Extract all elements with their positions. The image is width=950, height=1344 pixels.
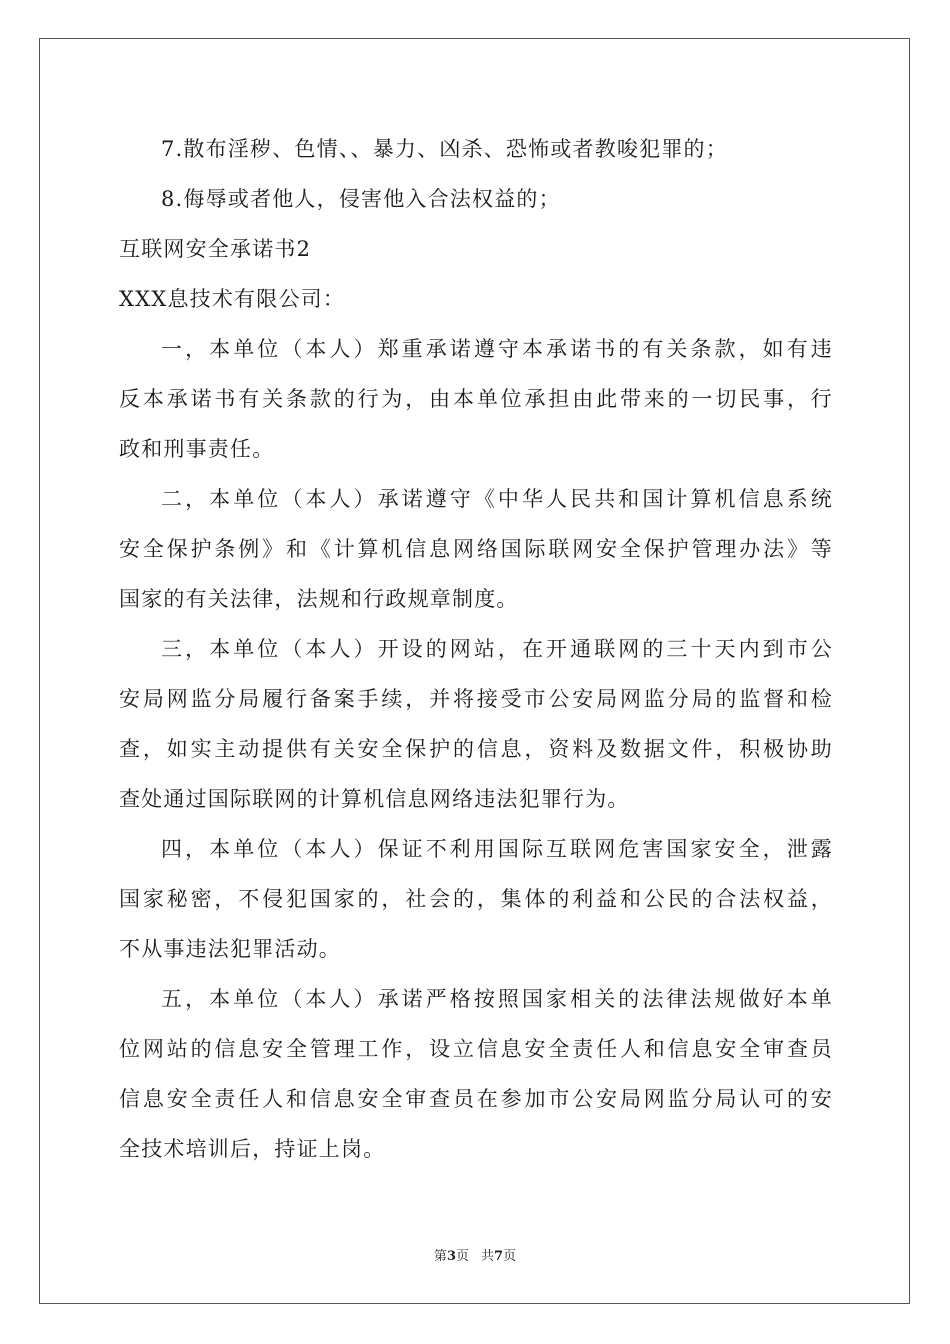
paragraph-1-line-1: 一，本单位（本人）郑重承诺遵守本承诺书的有关条款，如有违 <box>161 337 833 361</box>
paragraph-3-line-4: 查处通过国际联网的计算机信息网络违法犯罪行为。 <box>119 787 630 811</box>
page-current: 3 <box>446 1249 456 1264</box>
list-item-8: 8.侮辱或者他人，侵害他入合法权益的； <box>161 187 561 211</box>
page-footer <box>0 1248 950 1266</box>
paragraph-5-line-1: 五，本单位（本人）承诺严格按照国家相关的法律法规做好本单 <box>161 987 833 1011</box>
paragraph-5-line-2: 位网站的信息安全管理工作，设立信息安全责任人和信息安全审查员 <box>119 1037 833 1061</box>
page-total: 7 <box>494 1249 504 1264</box>
total-suffix: 页 <box>503 1249 517 1264</box>
paragraph-2-line-3: 国家的有关法律，法规和行政规章制度。 <box>119 587 519 611</box>
paragraph-2-line-1: 二，本单位（本人）承诺遵守《中华人民共和国计算机信息系统 <box>161 487 833 511</box>
paragraph-3-line-3: 查，如实主动提供有关安全保护的信息，资料及数据文件，积极协助 <box>119 737 833 761</box>
paragraph-4-line-2: 国家秘密，不侵犯国家的，社会的，集体的利益和公民的合法权益， <box>119 887 833 911</box>
paragraph-1-line-3: 政和刑事责任。 <box>119 437 275 461</box>
total-prefix: 共 <box>481 1249 495 1264</box>
paragraph-4-line-3: 不从事违法犯罪活动。 <box>119 937 341 961</box>
paragraph-1-line-2: 反本承诺书有关条款的行为，由本单位承担由此带来的一切民事，行 <box>119 387 833 411</box>
paragraph-2-line-2: 安全保护条例》和《计算机信息网络国际联网安全保护管理办法》等 <box>119 537 833 561</box>
document-body <box>119 124 833 1174</box>
addressee: XXX息技术有限公司： <box>119 287 346 311</box>
section-title: 互联网安全承诺书2 <box>119 237 312 261</box>
paragraph-3-line-1: 三，本单位（本人）开设的网站，在开通联网的三十天内到市公 <box>161 637 833 661</box>
paragraph-5-line-4: 全技术培训后，持证上岗。 <box>119 1137 386 1161</box>
page-suffix: 页 <box>455 1249 469 1264</box>
paragraph-4-line-1: 四，本单位（本人）保证不利用国际互联网危害国家安全，泄露 <box>161 837 833 861</box>
list-item-7: 7.散布淫秽、色情、、暴力、凶杀、恐怖或者教唆犯罪的； <box>161 137 728 161</box>
page-prefix: 第 <box>433 1249 447 1264</box>
paragraph-3-line-2: 安局网监分局履行备案手续，并将接受市公安局网监分局的监督和检 <box>119 687 833 711</box>
paragraph-5-line-3: 信息安全责任人和信息安全审查员在参加市公安局网监分局认可的安 <box>119 1087 833 1111</box>
